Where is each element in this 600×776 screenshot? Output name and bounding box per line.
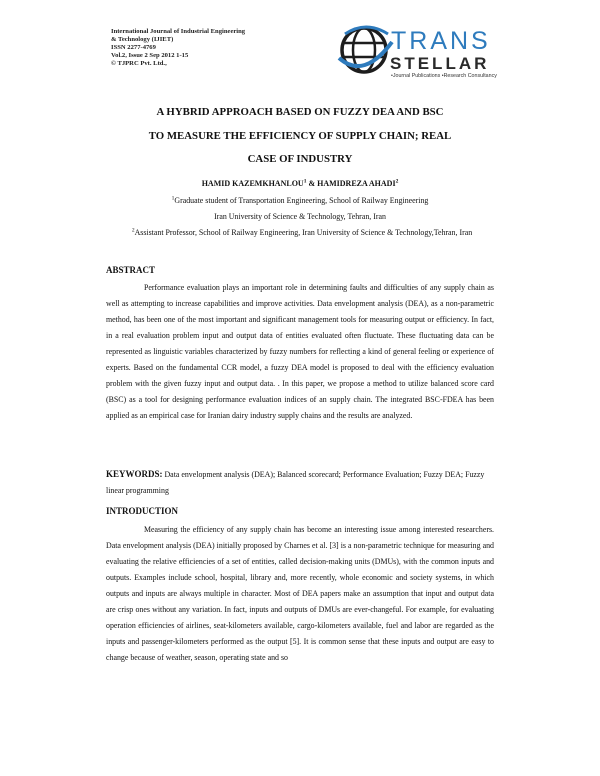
- journal-issn: ISSN 2277-4769: [111, 44, 156, 51]
- affiliation-2-text: Assistant Professor, School of Railway Engineering, Iran University of Science & Technology,Tehran, Iran: [134, 228, 473, 237]
- author-1: HAMID KAZEMKHANLOU: [201, 179, 304, 188]
- introduction-body: [106, 522, 494, 666]
- affiliation-1: [100, 196, 500, 205]
- title-line-2: TO MEASURE THE EFFICIENCY OF SUPPLY CHAIN; REAL: [148, 130, 452, 142]
- journal-name-line1: International Journal of Industrial Engineering: [111, 28, 246, 35]
- introduction-text: Measuring the efficiency of any supply chain has become an interesting issue among interested researchers. Data envelopment analysis (DEA) initially proposed by Charnes et al. [3] is a non-parametric technique for measuring and evaluating the relative efficiencies of a set of entities, called decision-making units (DMUs), with the common inputs and outputs. Examples include school, hospital, library and, more recently, whole economic and society systems, in which outputs and inputs are always multiple in character. Most of DEA papers make an assumption that input and output data are crisp ones without any variation. In fact, inputs and outputs of DMUs are ever-changeful. For example, for evaluating operation efficiencies of airlines, seat-kilometers available, cargo-kilometers available, fuel and labor are regarded as the inputs and passenger-kilometers performed as the output [5]. It is common sense that these inputs and output are easy to change because of weather, season, operating state and so: [106, 525, 494, 662]
- logo-stellar-text: STELLAR: [390, 54, 490, 73]
- journal-volume: Vol.2, Issue 2 Sep 2012 1-15: [111, 52, 189, 59]
- globe-icon: [336, 22, 396, 80]
- author-1-sup: 1: [303, 178, 307, 185]
- logo-trans-text: TRANS: [391, 27, 491, 55]
- transstellar-logo: [336, 22, 496, 80]
- abstract-body: [106, 280, 494, 424]
- affiliation-2: [106, 227, 498, 239]
- title-line-3: CASE OF INDUSTRY: [247, 153, 353, 165]
- title-line-1: A HYBRID APPROACH BASED ON FUZZY DEA AND BSC: [156, 106, 444, 118]
- affiliation-1-sup: 1: [171, 195, 175, 202]
- affiliation-1-line1: Graduate student of Transportation Engineering, School of Railway Engineering: [174, 196, 429, 205]
- keywords-label: KEYWORDS:: [106, 469, 163, 479]
- keywords-text: Data envelopment analysis (DEA); Balanced scorecard; Performance Evaluation; Fuzzy DEA; Fuzzy linear programming: [106, 470, 485, 495]
- author-2: HAMIDREZA AHADI: [317, 179, 396, 188]
- journal-name-line2: & Technology (IJIET): [111, 36, 174, 43]
- journal-info: [111, 28, 245, 68]
- affiliation-1-line2: Iran University of Science & Technology, Tehran, Iran: [214, 212, 386, 221]
- journal-copyright: © TJPRC Pvt. Ltd.,: [111, 60, 167, 67]
- affiliation-2-sup: 2: [131, 227, 135, 234]
- author-list: [100, 179, 500, 188]
- author-separator: &: [306, 179, 318, 188]
- logo-tagline: •Journal Publications •Research Consultancy: [391, 73, 497, 79]
- introduction-heading: INTRODUCTION: [106, 506, 179, 516]
- abstract-text: Performance evaluation plays an important role in determining faults and difficulties of any supply chain as well as attempting to increase capabilities and improve activities. Data envelopment analysis (DEA), as a non-parametric method, has been one of the most important and significant management tools for measuring output or efficiency. In fact, in a real evaluation problem input and output data of entities evaluated often fluctuate. These fluctuating data can be represented as linguistic variables characterized by fuzzy numbers for reflecting a kind of general feeling or experience of experts. Based on the fundamental CCR model, a fuzzy DEA model is proposed to deal with the efficiency evaluation problem with the given fuzzy input and output data. . In this paper, we propose a method to utilize balanced score card (BSC) as a tool for designing performance evaluation indices of an supply chain. The integrated BSC-FDEA has been applied as an empirical case for Iranian dairy industry supply chains and the results are analyzed.: [106, 283, 494, 420]
- keywords: [106, 466, 494, 499]
- abstract-heading: ABSTRACT: [106, 265, 156, 275]
- author-2-sup: 2: [395, 178, 399, 185]
